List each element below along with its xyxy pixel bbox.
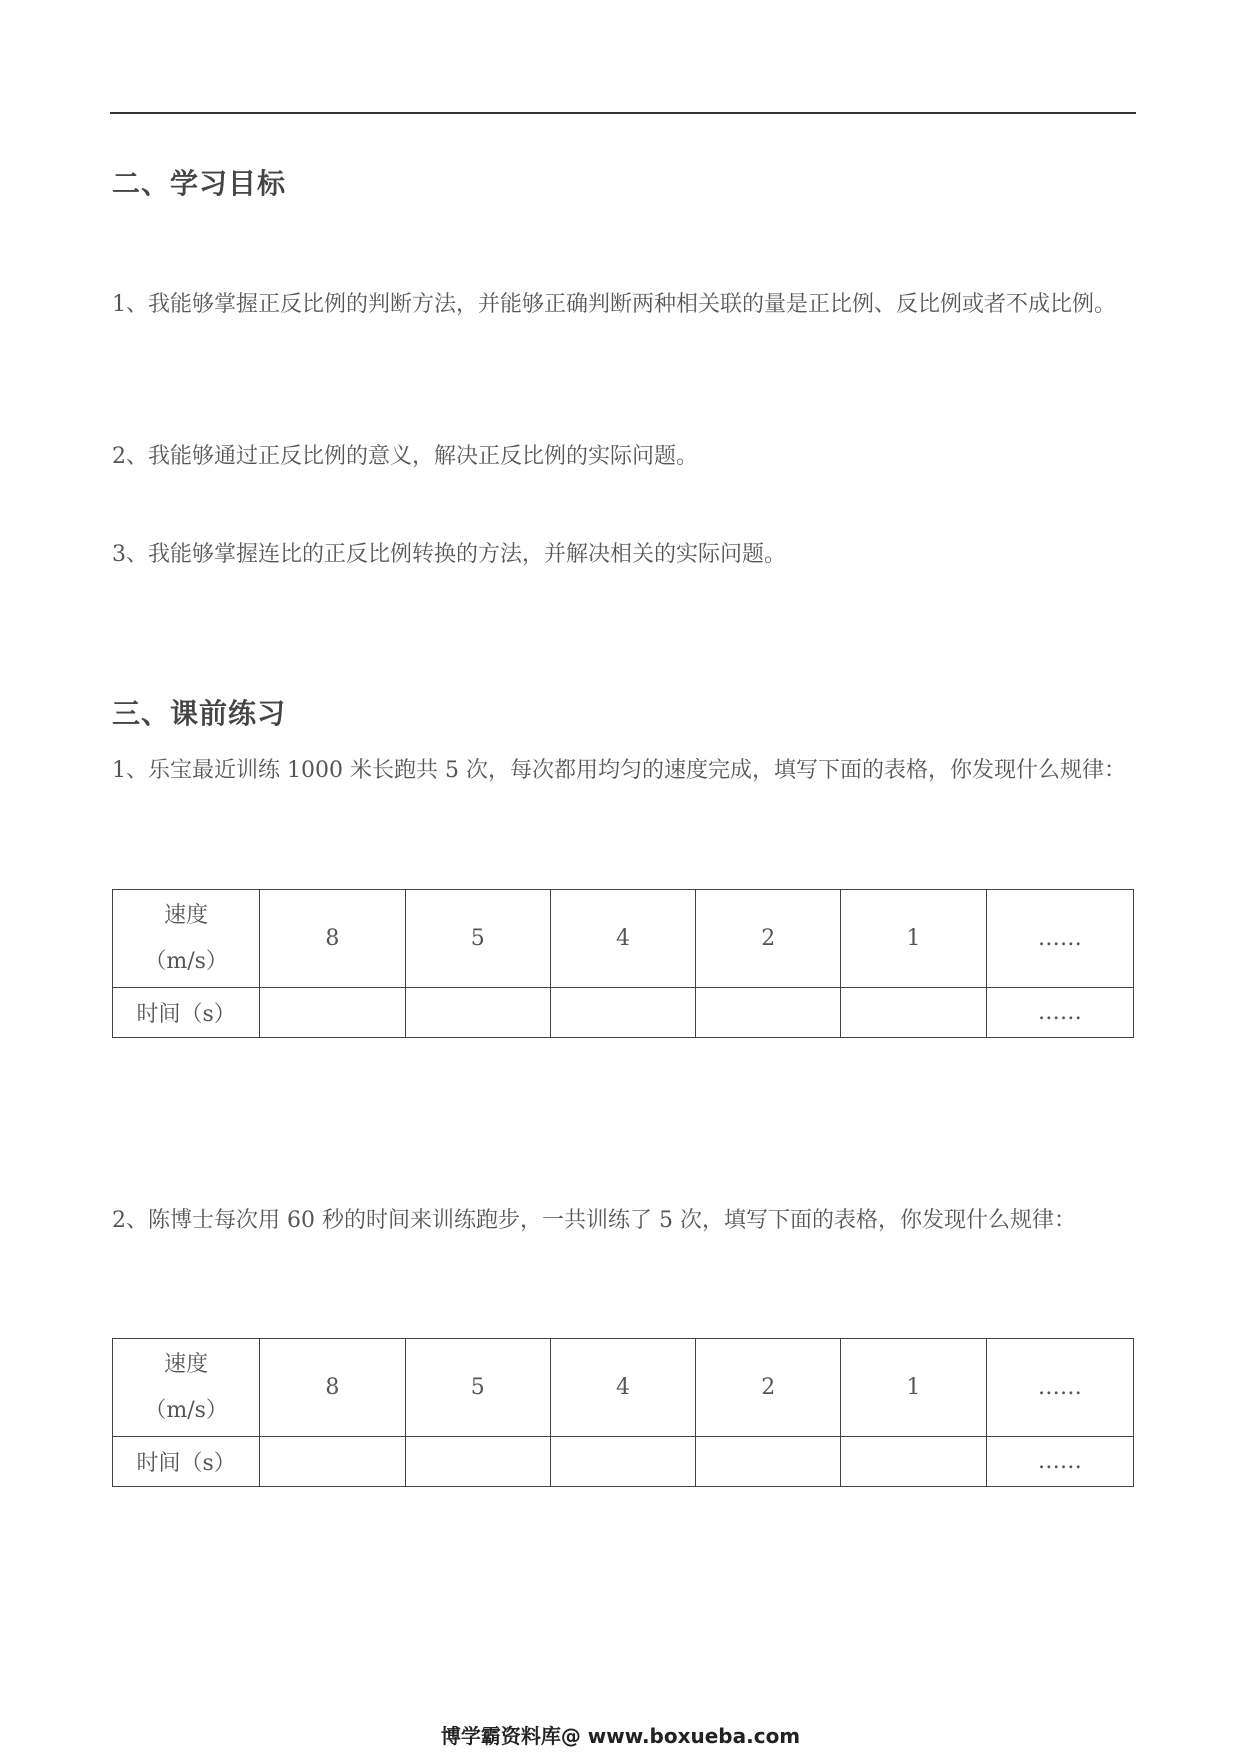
time-cell (405, 988, 550, 1038)
speed-time-table-2 (112, 1338, 1134, 1487)
speed-unit: （m/s） (144, 1397, 228, 1423)
question-2: 2、陈博士每次用 60 秒的时间来训练跑步，一共训练了 5 次，填写下面的表格，你发现什么规律： (112, 1208, 1076, 1233)
speed-time-table-1 (112, 889, 1134, 1038)
speed-cell: 4 (550, 890, 695, 988)
time-cell (260, 1437, 405, 1487)
goal-item-1: 1、我能够掌握正反比例的判断方法，并能够正确判断两种相关联的量是正比例、反比例或者不成比例。 (112, 292, 1117, 317)
time-cell: …… (986, 988, 1133, 1038)
speed-cell: 5 (405, 890, 550, 988)
table-row-speed (113, 890, 1134, 988)
time-cell: …… (986, 1437, 1133, 1487)
time-cell (550, 988, 695, 1038)
time-cell (260, 988, 405, 1038)
time-cell (696, 988, 841, 1038)
speed-header-cell (113, 1339, 260, 1437)
time-cell (696, 1437, 841, 1487)
speed-cell: 1 (841, 890, 986, 988)
table-row-speed (113, 1339, 1134, 1437)
speed-cell: 2 (696, 890, 841, 988)
table-row-time (113, 1437, 1134, 1487)
section-heading-goals: 二、学习目标 (112, 167, 287, 200)
speed-unit: （m/s） (144, 948, 228, 974)
speed-cell: …… (986, 890, 1133, 988)
speed-label: 速度 (164, 1351, 209, 1377)
speed-cell: 4 (550, 1339, 695, 1437)
time-cell (841, 988, 986, 1038)
goal-item-3: 3、我能够掌握连比的正反比例转换的方法，并解决相关的实际问题。 (112, 542, 786, 567)
footer-watermark: 博学霸资料库@ www.boxueba.com (440, 1724, 801, 1748)
goal-item-2: 2、我能够通过正反比例的意义，解决正反比例的实际问题。 (112, 444, 698, 469)
time-cell (550, 1437, 695, 1487)
top-rule (110, 112, 1136, 114)
speed-cell: 1 (841, 1339, 986, 1437)
speed-cell: 5 (405, 1339, 550, 1437)
speed-cell: …… (986, 1339, 1133, 1437)
speed-cell: 2 (696, 1339, 841, 1437)
table-row-time (113, 988, 1134, 1038)
speed-cell: 8 (260, 1339, 405, 1437)
section-heading-practice: 三、课前练习 (112, 697, 287, 730)
speed-header-cell (113, 890, 260, 988)
time-header-cell: 时间（s） (113, 1437, 260, 1487)
question-1: 1、乐宝最近训练 1000 米长跑共 5 次，每次都用均匀的速度完成，填写下面的表格，你发现什么规律： (112, 758, 1126, 783)
time-cell (405, 1437, 550, 1487)
time-header-cell: 时间（s） (113, 988, 260, 1038)
time-cell (841, 1437, 986, 1487)
speed-label: 速度 (164, 902, 209, 928)
speed-cell: 8 (260, 890, 405, 988)
